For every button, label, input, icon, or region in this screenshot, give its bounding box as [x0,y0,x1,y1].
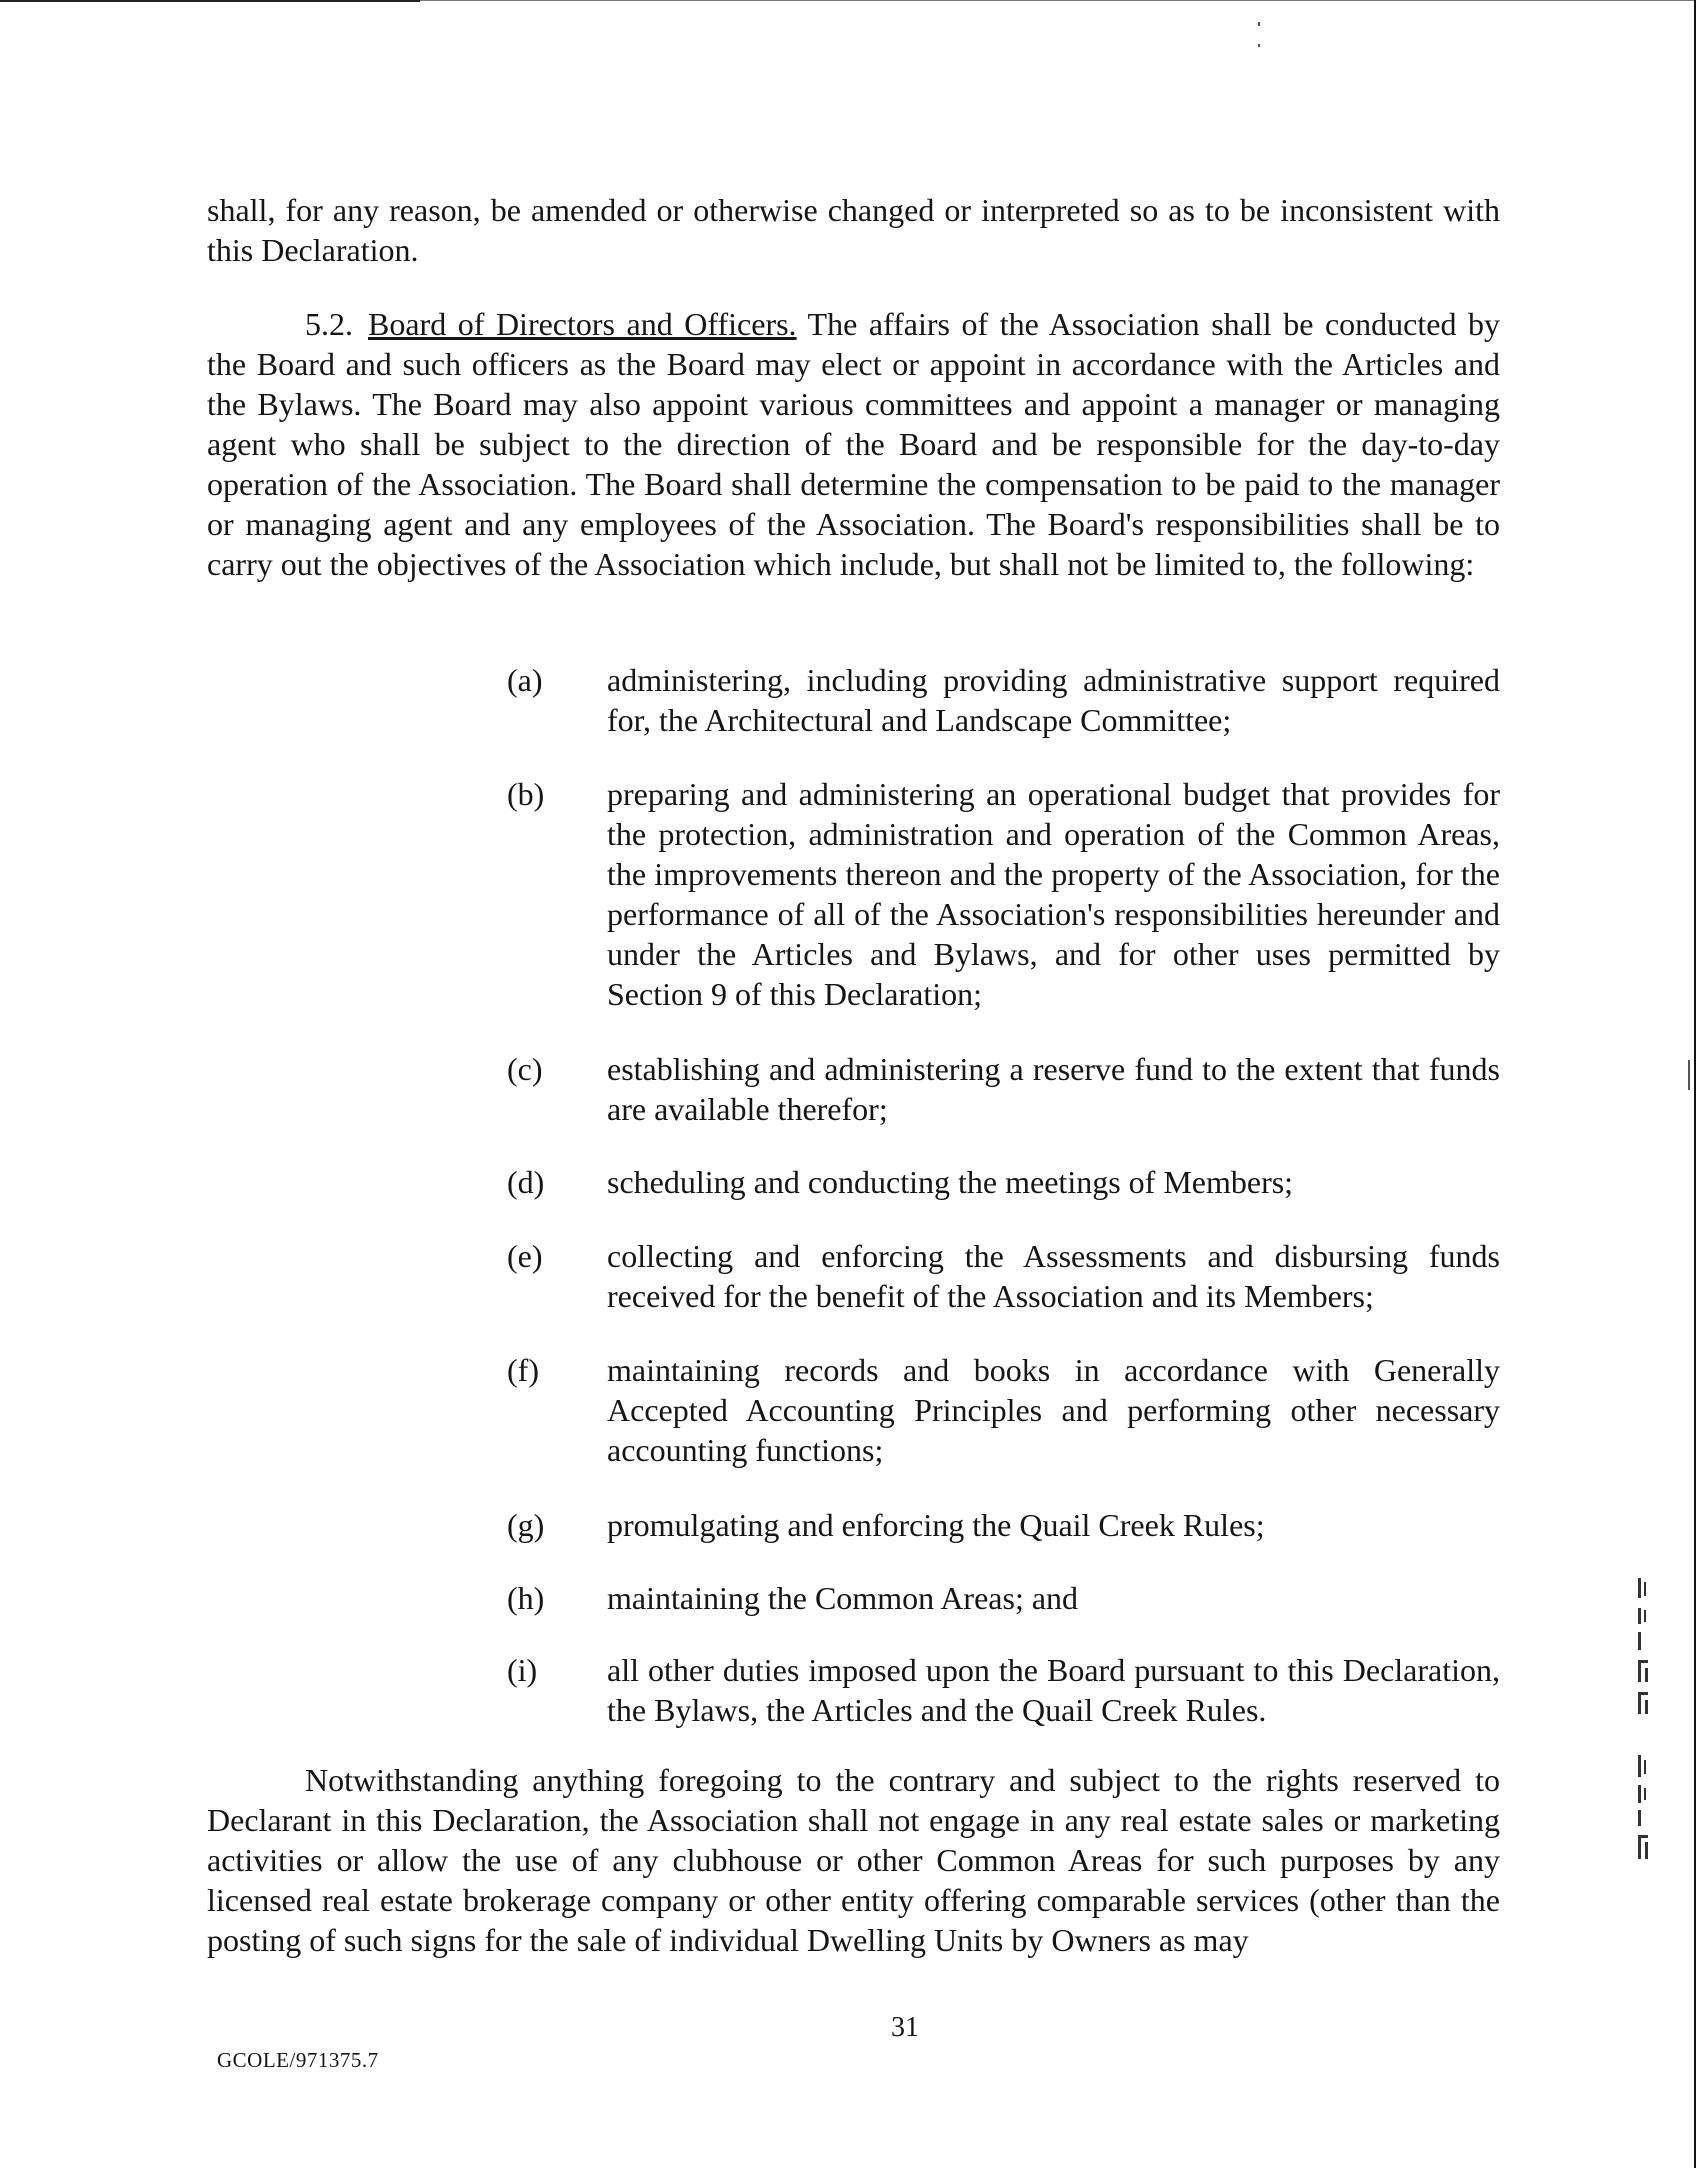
list-item-text: collecting and enforcing the Assessments and disbursing funds received for the benefit of the Association and its Members; [607,1238,1500,1314]
list-item-label: (h) [507,1580,545,1616]
list-item-label: (b) [507,776,545,812]
list-item-label: (e) [507,1238,543,1274]
section-5-2-paragraph [207,304,1500,584]
list-item-label: (i) [507,1652,538,1688]
list-item-text: maintaining records and books in accordance with Generally Accepted Accounting Principles and performing other necessary accounting functions; [607,1352,1500,1468]
document-id: GCOLE/971375.7 [217,2048,379,2072]
scan-top-edge [0,0,420,2]
closing-paragraph: Notwithstanding anything foregoing to the contrary and subject to the rights reserved to Declarant in this Declaration, the Association shall not engage in any real estate sales or marketing activities or allow the use of any clubhouse or other Common Areas for such purposes by any licensed real estate brokerage company or other entity offering comparable services (other than the posting of such signs for the sale of individual Dwelling Units by Owners as may [207,1762,1500,1958]
scanner-stamp-mark [1630,1570,1660,1900]
section-number: 5.2. [305,306,353,342]
list-item-text: establishing and administering a reserve fund to the extent that funds are available therefor; [607,1051,1500,1127]
list-item-label: (c) [507,1051,543,1087]
list-item-label: (f) [507,1352,539,1388]
list-item-text: maintaining the Common Areas; and [607,1580,1079,1616]
list-item-label: (g) [507,1507,545,1543]
intro-paragraph: shall, for any reason, be amended or otherwise changed or interpreted so as to be inconsistent with this Declaration. [207,192,1500,268]
list-item-text: promulgating and enforcing the Quail Creek Rules; [607,1507,1265,1543]
scan-top-edge-thin [420,0,1696,1]
list-item-text: preparing and administering an operational budget that provides for the protection, administration and operation of the Common Areas, the improvements thereon and the property of the Association, for the performance of all of the Association's responsibilities hereunder and under the Articles and Bylaws, and for other uses permitted by Section 9 of this Declaration; [607,776,1500,1012]
list-item-text: all other duties imposed upon the Board pursuant to this Declaration, the Bylaws, the Articles and the Quail Creek Rules. [607,1652,1500,1728]
section-body: The affairs of the Association shall be conducted by the Board and such officers as the Board may elect or appoint in accordance with the Articles and the Bylaws. The Board may also appoint various committees and appoint a manager or managing agent who shall be subject to the direction of the Board and be responsible for the day-to-day operation of the Association. The Board shall determine the compensation to be paid to the manager or managing agent and any employees of the Association. The Board's responsibilities shall be to carry out the objectives of the Association which include, but shall not be limited to, the following: [207,306,1501,582]
list-item-text: scheduling and conducting the meetings of Members; [607,1164,1294,1200]
scan-speck [1258,44,1260,47]
section-heading: Board of Directors and Officers. [368,306,797,342]
scan-speck [1688,1060,1690,1090]
scan-speck [1258,22,1260,26]
page-number: 31 [891,2012,919,2043]
list-item-label: (d) [507,1164,545,1200]
list-item-text: administering, including providing administrative support required for, the Architectural and Landscape Committee; [607,662,1500,738]
list-item-label: (a) [507,662,543,698]
